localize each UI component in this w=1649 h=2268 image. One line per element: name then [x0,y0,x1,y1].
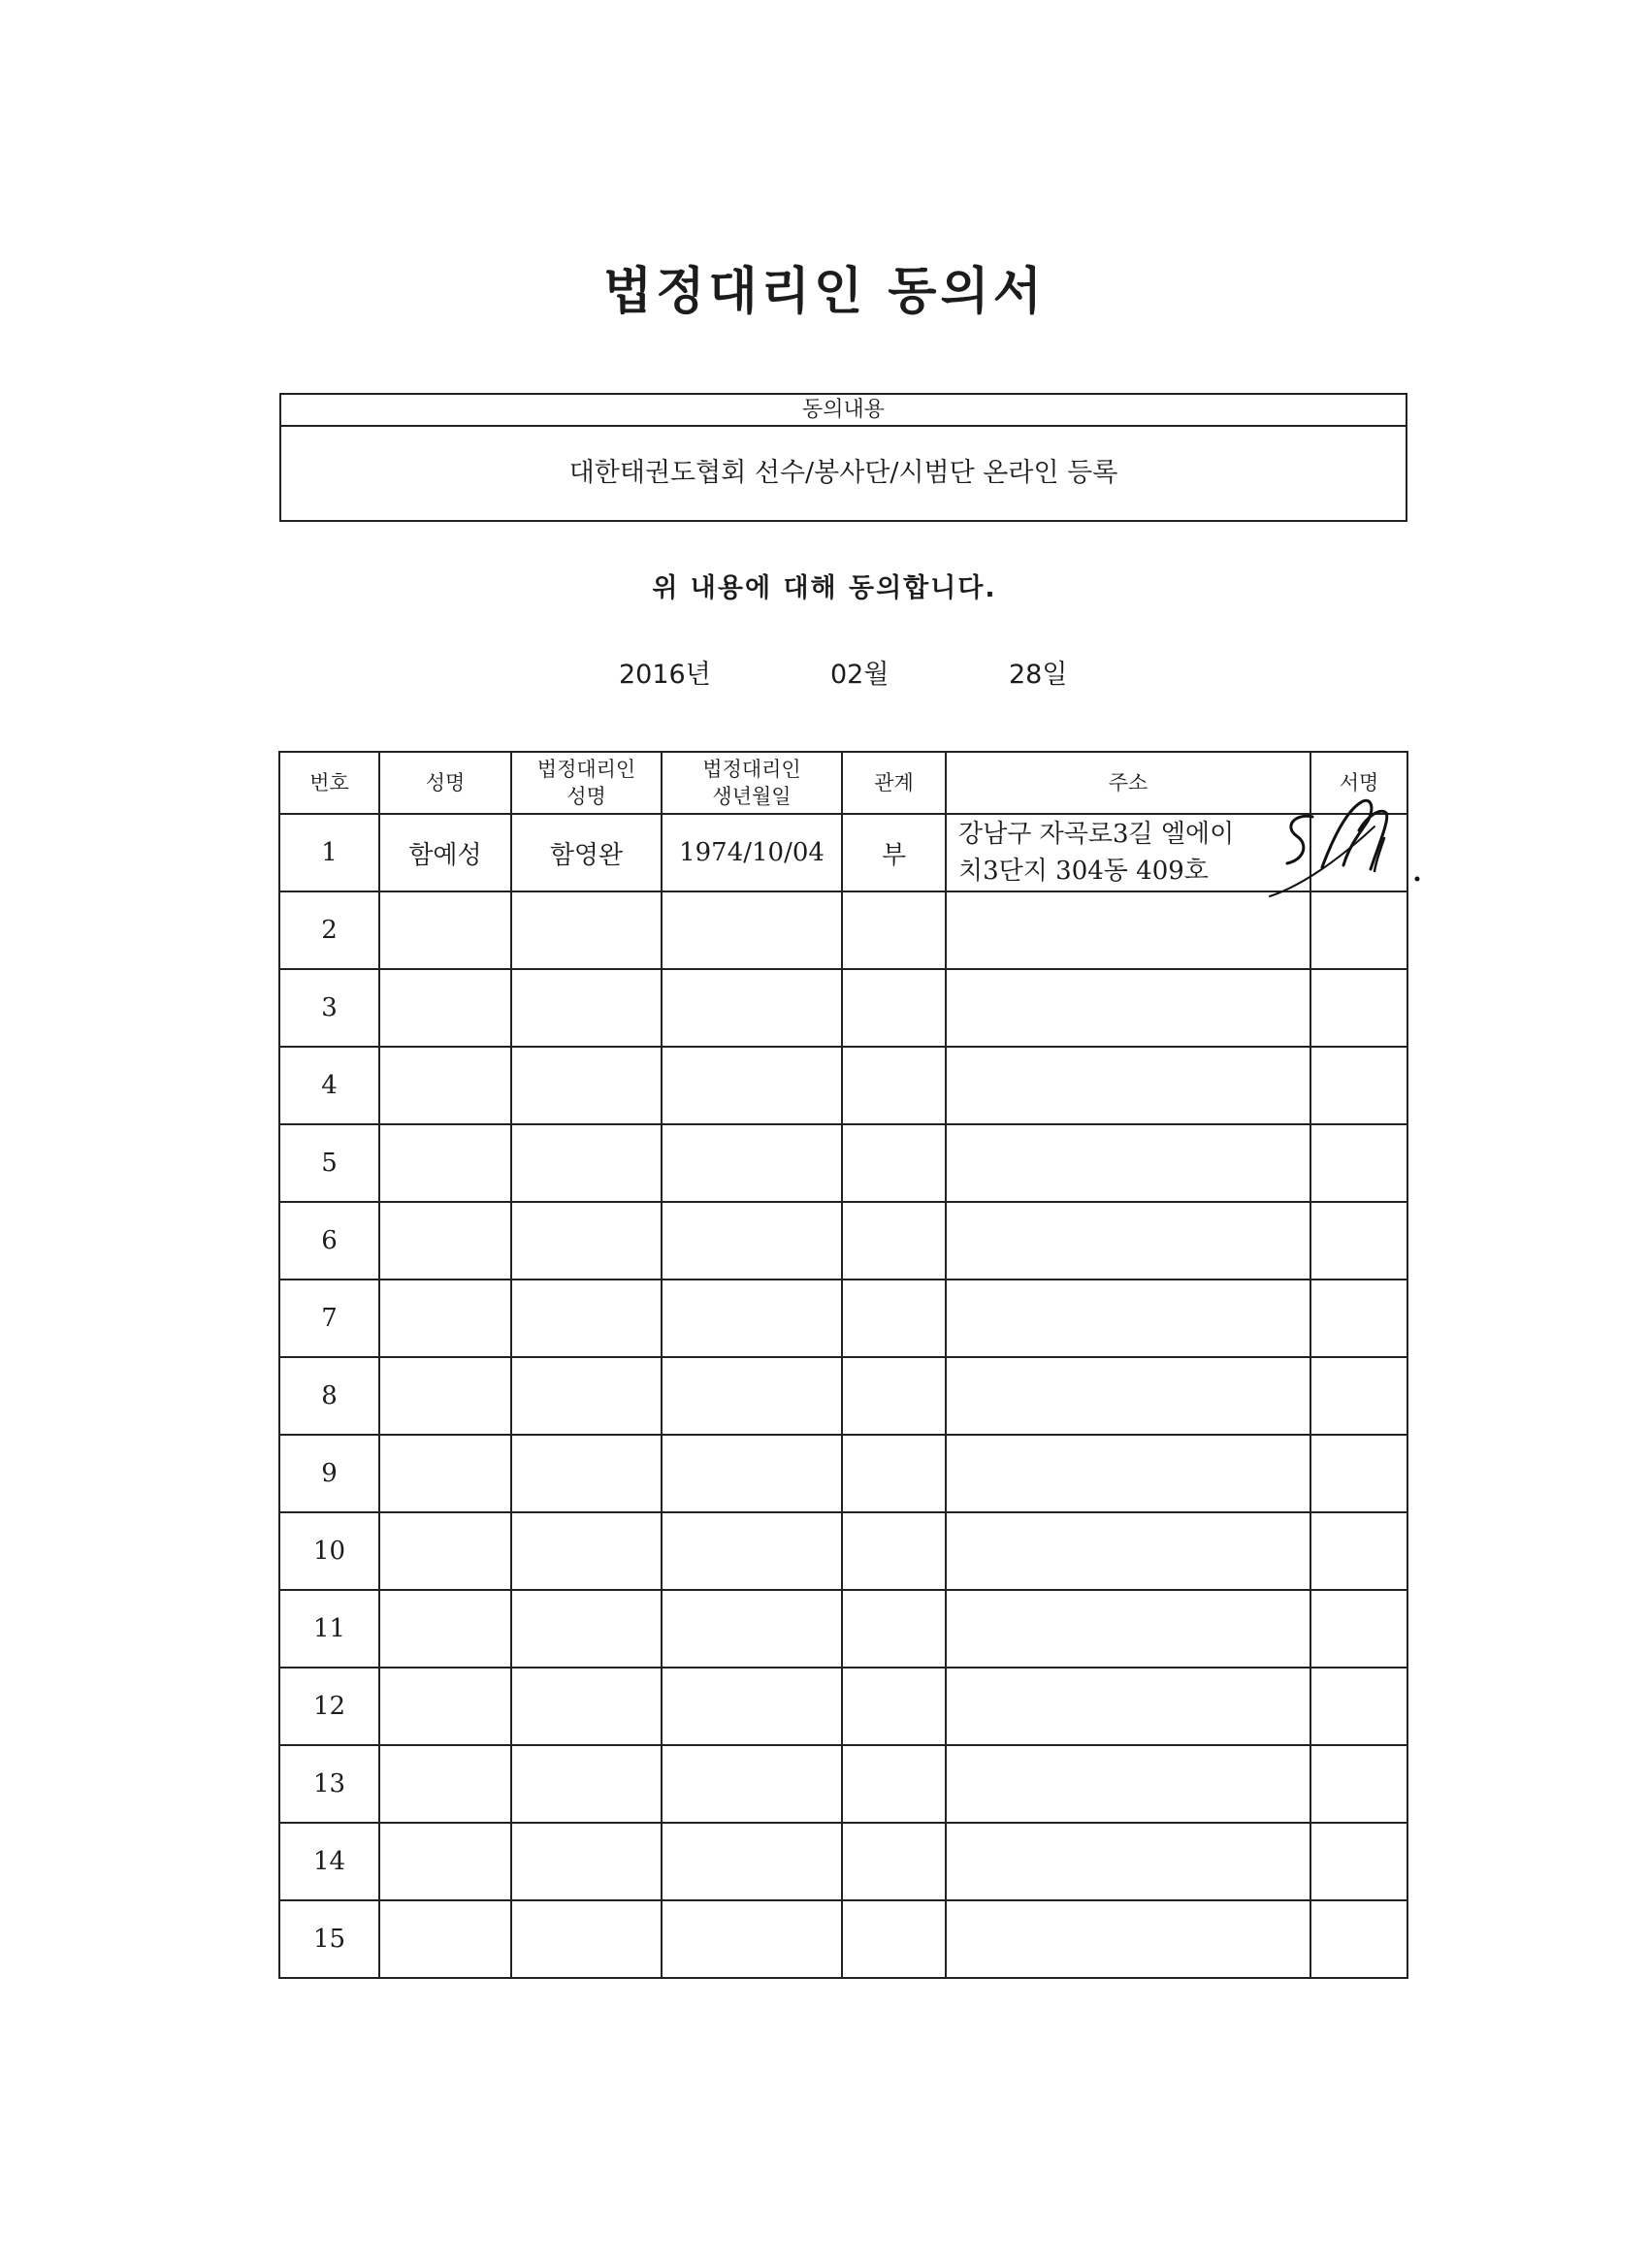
cell-guardian [511,1823,662,1900]
cell-address [946,1047,1310,1124]
table-row [279,891,1407,969]
table-row [279,1745,1407,1823]
cell-relation [842,1435,946,1512]
cell-name [379,891,511,969]
header-signature: 서명 [1310,752,1407,814]
cell-signature [1310,1435,1407,1512]
cell-no: 5 [279,1124,379,1202]
header-birth-line2: 생년월일 [712,785,792,808]
cell-no: 6 [279,1202,379,1280]
cell-address [946,1124,1310,1202]
cell-signature [1310,1668,1407,1745]
cell-name [379,1202,511,1280]
address-line1: 강남구 자곡로3길 엘에이 [958,820,1235,849]
cell-name: 함예성 [379,814,511,891]
cell-address [946,969,1310,1047]
table-row [279,969,1407,1047]
table-row [279,1512,1407,1590]
cell-no: 14 [279,1823,379,1900]
cell-address [946,1202,1310,1280]
cell-birth [662,1124,842,1202]
cell-guardian [511,1202,662,1280]
cell-address [946,1357,1310,1435]
cell-relation [842,1512,946,1590]
cell-name [379,1435,511,1512]
cell-name [379,1745,511,1823]
table-header-row [279,752,1407,814]
cell-guardian: 함영완 [511,814,662,891]
cell-signature [1310,1745,1407,1823]
table-row [279,1357,1407,1435]
table-body [279,814,1407,1978]
header-name: 성명 [379,752,511,814]
cell-address [946,1280,1310,1357]
cell-no: 11 [279,1590,379,1668]
cell-signature [1310,814,1407,891]
cell-birth [662,1590,842,1668]
cell-relation [842,1900,946,1978]
date-month: 02월 [830,660,889,690]
cell-relation [842,1357,946,1435]
cell-name [379,1590,511,1668]
table-row [279,1668,1407,1745]
cell-relation: 부 [842,814,946,891]
registration-table [278,751,1408,1979]
cell-signature [1310,1512,1407,1590]
cell-no: 10 [279,1512,379,1590]
date-year: 2016년 [619,660,711,690]
date-day: 28일 [1009,660,1068,690]
cell-birth [662,1435,842,1512]
cell-address [946,1590,1310,1668]
cell-guardian [511,969,662,1047]
cell-address [946,1668,1310,1745]
cell-address [946,1823,1310,1900]
cell-birth [662,1512,842,1590]
cell-name [379,1280,511,1357]
table-row [279,1124,1407,1202]
cell-birth [662,1900,842,1978]
cell-no: 3 [279,969,379,1047]
cell-signature [1310,1823,1407,1900]
header-no: 번호 [279,752,379,814]
cell-name [379,969,511,1047]
cell-address [946,1435,1310,1512]
cell-birth [662,1823,842,1900]
cell-relation [842,969,946,1047]
cell-signature [1310,891,1407,969]
cell-address [946,891,1310,969]
cell-birth [662,1202,842,1280]
cell-birth [662,891,842,969]
agreement-statement: 위 내용에 대해 동의합니다. [652,573,997,603]
cell-name [379,1124,511,1202]
address-line2: 치3단지 304동 409호 [958,857,1209,886]
cell-signature [1310,1280,1407,1357]
cell-name [379,1900,511,1978]
header-birth-line1: 법정대리인 [702,758,801,781]
cell-no: 4 [279,1047,379,1124]
cell-relation [842,1668,946,1745]
table-row [279,1047,1407,1124]
cell-signature [1310,1590,1407,1668]
cell-no: 1 [279,814,379,891]
cell-no: 15 [279,1900,379,1978]
cell-guardian [511,1124,662,1202]
cell-address [946,1900,1310,1978]
header-relation: 관계 [842,752,946,814]
cell-birth [662,1745,842,1823]
cell-no: 7 [279,1280,379,1357]
consent-box [279,393,1407,522]
cell-no: 12 [279,1668,379,1745]
cell-birth [662,1047,842,1124]
cell-signature [1310,1900,1407,1978]
cell-birth [662,1280,842,1357]
cell-relation [842,1047,946,1124]
cell-guardian [511,891,662,969]
table-row [279,1435,1407,1512]
cell-birth: 1974/10/04 [662,814,842,891]
cell-name [379,1823,511,1900]
cell-relation [842,1202,946,1280]
cell-name [379,1357,511,1435]
cell-guardian [511,1435,662,1512]
cell-guardian [511,1047,662,1124]
cell-relation [842,1823,946,1900]
cell-no: 13 [279,1745,379,1823]
cell-guardian [511,1357,662,1435]
cell-relation [842,1745,946,1823]
cell-name [379,1512,511,1590]
header-guardian-line1: 법정대리인 [536,758,636,781]
consent-body: 대한태권도협회 선수/봉사단/시범단 온라인 등록 [568,458,1118,488]
cell-signature [1310,1124,1407,1202]
cell-name [379,1047,511,1124]
cell-no: 2 [279,891,379,969]
cell-address [946,1512,1310,1590]
cell-birth [662,1357,842,1435]
cell-address [946,1745,1310,1823]
consent-header: 동의내용 [281,395,1406,427]
cell-signature [1310,1047,1407,1124]
table-row [279,1823,1407,1900]
cell-address [946,814,1310,891]
cell-signature [1310,1357,1407,1435]
table-row [279,1202,1407,1280]
table-row [279,1590,1407,1668]
cell-no: 8 [279,1357,379,1435]
cell-no: 9 [279,1435,379,1512]
header-address: 주소 [946,752,1310,814]
cell-relation [842,1590,946,1668]
table-row [279,1900,1407,1978]
cell-relation [842,1124,946,1202]
cell-guardian [511,1668,662,1745]
header-guardian-birth [662,752,842,814]
header-guardian-name [511,752,662,814]
table-row [279,1280,1407,1357]
cell-signature [1310,969,1407,1047]
cell-name [379,1668,511,1745]
table-row [279,814,1407,891]
cell-relation [842,1280,946,1357]
cell-guardian [511,1512,662,1590]
cell-guardian [511,1745,662,1823]
cell-birth [662,1668,842,1745]
header-guardian-line2: 성명 [566,785,606,808]
cell-birth [662,969,842,1047]
cell-relation [842,891,946,969]
cell-guardian [511,1590,662,1668]
cell-guardian [511,1280,662,1357]
cell-signature [1310,1202,1407,1280]
cell-guardian [511,1900,662,1978]
document-title: 법정대리인 동의서 [603,262,1046,321]
